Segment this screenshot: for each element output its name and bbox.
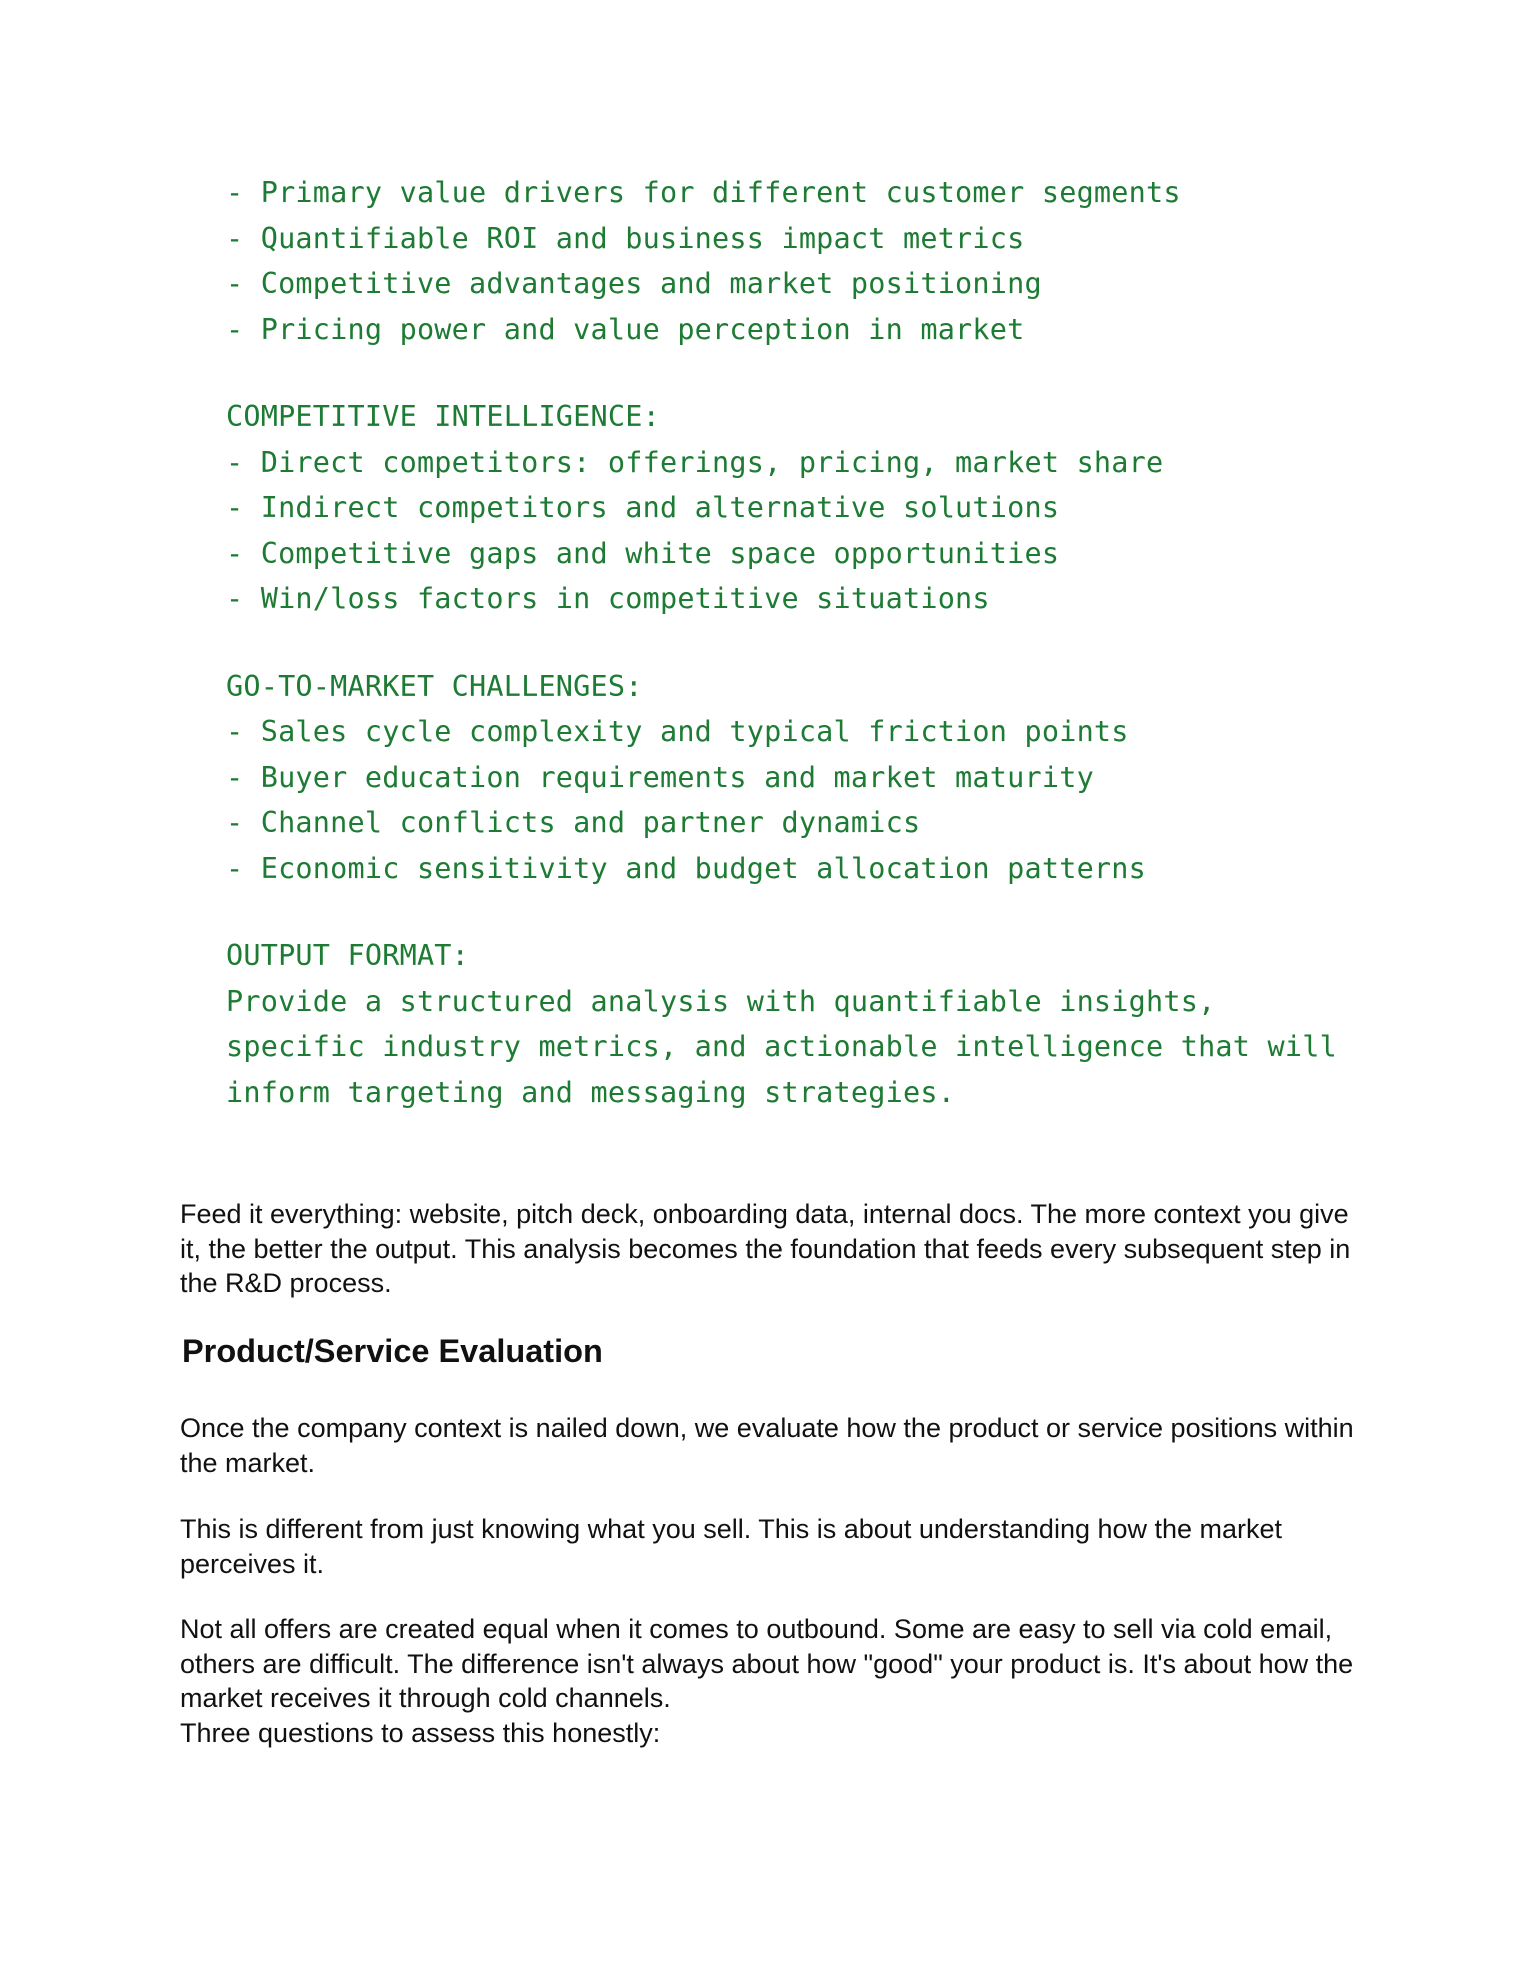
code-line-value-4: - Pricing power and value perception in market <box>226 312 1025 346</box>
code-line-output-3: inform targeting and messaging strategies. <box>226 1075 956 1109</box>
code-line-gtm-3: - Channel conflicts and partner dynamics <box>226 806 921 839</box>
code-line-output-2: specific industry metrics, and actionable intelligence that will <box>226 1030 1337 1063</box>
code-line-gtm-2: - Buyer education requirements and market maturity <box>226 760 1094 794</box>
code-heading-gtm: GO-TO-MARKET CHALLENGES: <box>226 669 643 703</box>
once-paragraph-block <box>180 1411 1360 1480</box>
code-line-gtm-1: - Sales cycle complexity and typical friction points <box>226 715 1129 748</box>
feed-paragraph-block <box>180 1197 1360 1301</box>
code-line-output-1: Provide a structured analysis with quantifiable insights, <box>226 984 1216 1018</box>
code-line-competitive-3: - Competitive gaps and white space opportunities <box>226 536 1060 570</box>
code-line-gtm-4: - Economic sensitivity and budget allocation patterns <box>226 851 1146 885</box>
not-all-paragraph: Not all offers are created equal when it comes to outbound. Some are easy to sell via cold email, others are difficult. The difference isn't always about how "good" your product is. It's about how the market receives it through cold channels. <box>180 1614 1354 1713</box>
code-line-value-2: - Quantifiable ROI and business impact metrics <box>226 221 1025 255</box>
code-line-value-3: - Competitive advantages and market positioning <box>226 267 1042 300</box>
code-spacer <box>226 352 1386 394</box>
different-paragraph: This is different from just knowing what you sell. This is about understanding how the market perceives it. <box>180 1514 1283 1579</box>
code-line-competitive-1: - Direct competitors: offerings, pricing, market share <box>226 445 1164 479</box>
code-spacer <box>226 891 1386 933</box>
code-spacer <box>226 622 1386 664</box>
three-questions-paragraph: Three questions to assess this honestly: <box>180 1717 661 1748</box>
not-all-paragraph-block <box>180 1612 1360 1750</box>
code-heading-output: OUTPUT FORMAT: <box>226 939 470 972</box>
feed-paragraph: Feed it everything: website, pitch deck, onboarding data, internal docs. The more context you give it, the better the output. This analysis becomes the foundation that feeds every subsequent step in the R&D process. <box>180 1199 1351 1298</box>
code-line-competitive-4: - Win/loss factors in competitive situations <box>226 582 990 615</box>
code-heading-competitive: COMPETITIVE INTELLIGENCE: <box>226 400 660 433</box>
prompt-code-block <box>226 170 1386 1115</box>
code-line-competitive-2: - Indirect competitors and alternative solutions <box>226 491 1060 524</box>
code-line-value-1: - Primary value drivers for different customer segments <box>226 176 1181 209</box>
section-heading: Product/Service Evaluation <box>182 1333 603 1369</box>
different-paragraph-block <box>180 1512 1360 1581</box>
once-paragraph: Once the company context is nailed down, we evaluate how the product or service positions within the market. <box>180 1413 1354 1478</box>
